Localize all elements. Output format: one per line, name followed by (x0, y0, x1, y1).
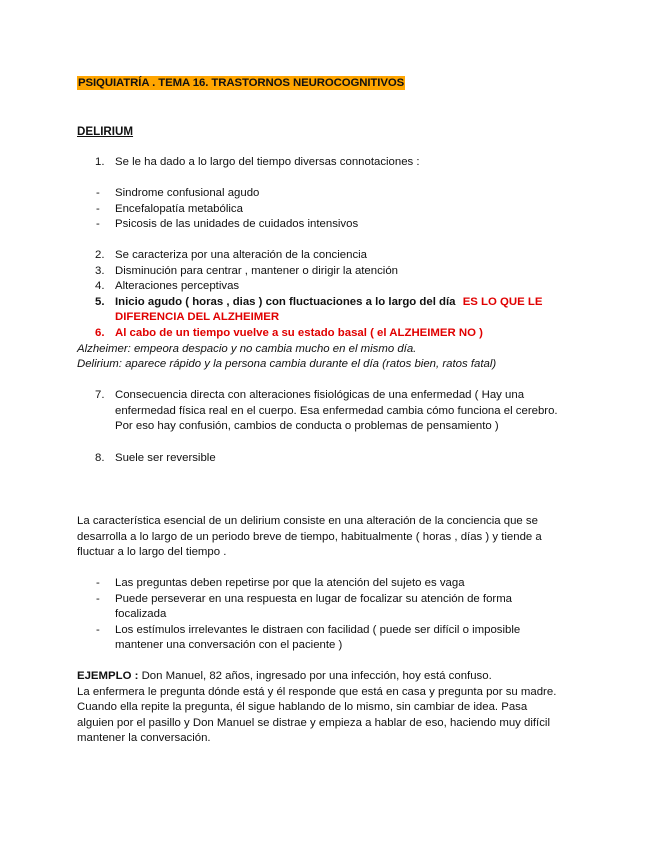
item-text-red-2: DIFERENCIA DEL ALZHEIMER (115, 311, 280, 324)
example-label: EJEMPLO : (77, 670, 139, 682)
item-line: enfermedad física real en el cuerpo. Esa enfermedad cambia cómo funciona el cerebro. (115, 404, 558, 417)
item-number: 6. (95, 326, 105, 339)
numbered-item-5 (0, 295, 655, 311)
item-number: 4. (95, 280, 105, 293)
list-item (0, 186, 655, 202)
document-title: PSIQUIATRÍA . TEMA 16. TRASTORNOS NEUROCOGNITIVOS (78, 77, 405, 89)
list-item-text: Psicosis de las unidades de cuidados intensivos (115, 218, 359, 231)
list-dash: - (96, 623, 100, 636)
item-text: Se le ha dado a lo largo del tiempo diversas connotaciones : (115, 156, 420, 168)
item-number: 7. (95, 389, 105, 401)
item-text: Se caracteriza por una alteración de la conciencia (115, 249, 368, 261)
list-dash: - (96, 577, 100, 589)
list-item-text: focalizada (115, 608, 167, 621)
numbered-item-8 (0, 451, 655, 467)
item-text: Alteraciones perceptivas (115, 280, 240, 293)
item-number: 5. (95, 295, 105, 308)
item-text-bold: Inicio agudo ( horas , dias ) con fluctuaciones a lo largo del día (115, 295, 456, 308)
list-item (0, 217, 655, 233)
example-block (77, 669, 577, 747)
item-text: Suele ser reversible (115, 452, 216, 464)
list-item (0, 623, 655, 639)
numbered-item-6 (0, 326, 655, 342)
item-text-red: ES LO QUE LE (462, 295, 543, 308)
example-line: mantener la conversación. (77, 732, 211, 745)
connotations-list (0, 186, 655, 233)
item-number: 8. (95, 452, 105, 464)
numbered-item-5-cont (0, 310, 655, 326)
list-item (0, 592, 655, 608)
list-item-text: mantener una conversación con el paciente ) (115, 639, 343, 652)
list-item (0, 576, 655, 592)
list-item-text: Los estímulos irrelevantes le distraen con facilidad ( puede ser difícil o imposible (115, 623, 521, 636)
paragraph-line: fluctuar a lo largo del tiempo . (77, 546, 227, 559)
note-text: Delirium: aparece rápido y la persona cambia durante el día (ratos bien, ratos fatal) (77, 358, 497, 371)
list-item (0, 202, 655, 218)
item-number: 3. (95, 264, 105, 277)
list-dash: - (96, 202, 100, 215)
example-first-line (77, 669, 577, 685)
example-line: La enfermera le pregunta dónde está y él responde que está en casa y pregunta por su madre. (77, 685, 557, 698)
item-number: 1. (95, 156, 105, 168)
paragraph-line: La característica esencial de un delirium consiste en una alteración de la conciencia que se (77, 515, 538, 527)
list-item-text: Sindrome confusional agudo (115, 187, 260, 199)
example-line: Cuando ella repite la pregunta, él sigue hablando de lo mismo, sin cambiar de idea. Pasa (77, 701, 528, 714)
numbered-item-4 (0, 279, 655, 295)
item-line: Por eso hay confusión, cambios de conducta o problemas de pensamiento ) (115, 420, 499, 433)
attention-list (0, 576, 655, 654)
section-heading: DELIRIUM (77, 125, 134, 138)
item-text: Al cabo de un tiempo vuelve a su estado basal ( el ALZHEIMER NO ) (115, 326, 483, 339)
list-item-text: Las preguntas deben repetirse por que la atención del sujeto es vaga (115, 577, 465, 589)
numbered-item-2 (0, 248, 655, 264)
example-text: Don Manuel, 82 años, ingresado por una infección, hoy está confuso. (138, 670, 492, 682)
numbered-item-1 (0, 155, 655, 171)
item-text: Disminución para centrar , mantener o dirigir la atención (115, 264, 399, 277)
list-dash: - (96, 218, 100, 231)
list-dash: - (96, 187, 100, 199)
list-item-text: Encefalopatía metabólica (115, 202, 243, 215)
description-paragraph (77, 514, 577, 561)
paragraph-line: desarrolla a lo largo de un periodo breve de tiempo, habitualmente ( horas , días ) y tiende a (77, 530, 542, 543)
note-text: Alzheimer: empeora despacio y no cambia mucho en el mismo día. (77, 342, 417, 355)
numbered-item-3 (0, 264, 655, 280)
note-alzheimer (0, 342, 655, 358)
item-line: Consecuencia directa con alteraciones fisiológicas de una enfermedad ( Hay una (115, 389, 525, 401)
list-item-text: Puede perseverar en una respuesta en lugar de focalizar su atención de forma (115, 592, 513, 605)
note-delirium (0, 357, 655, 373)
list-dash: - (96, 592, 100, 605)
item-text-wrap (115, 295, 542, 311)
numbered-item-7 (0, 388, 655, 435)
numbered-items-2-6 (0, 248, 655, 373)
item-number: 2. (95, 249, 105, 261)
example-line: alguien por el pasillo y Don Manuel se distrae y empieza a hablar de eso, haciendo muy difícil (77, 716, 550, 729)
